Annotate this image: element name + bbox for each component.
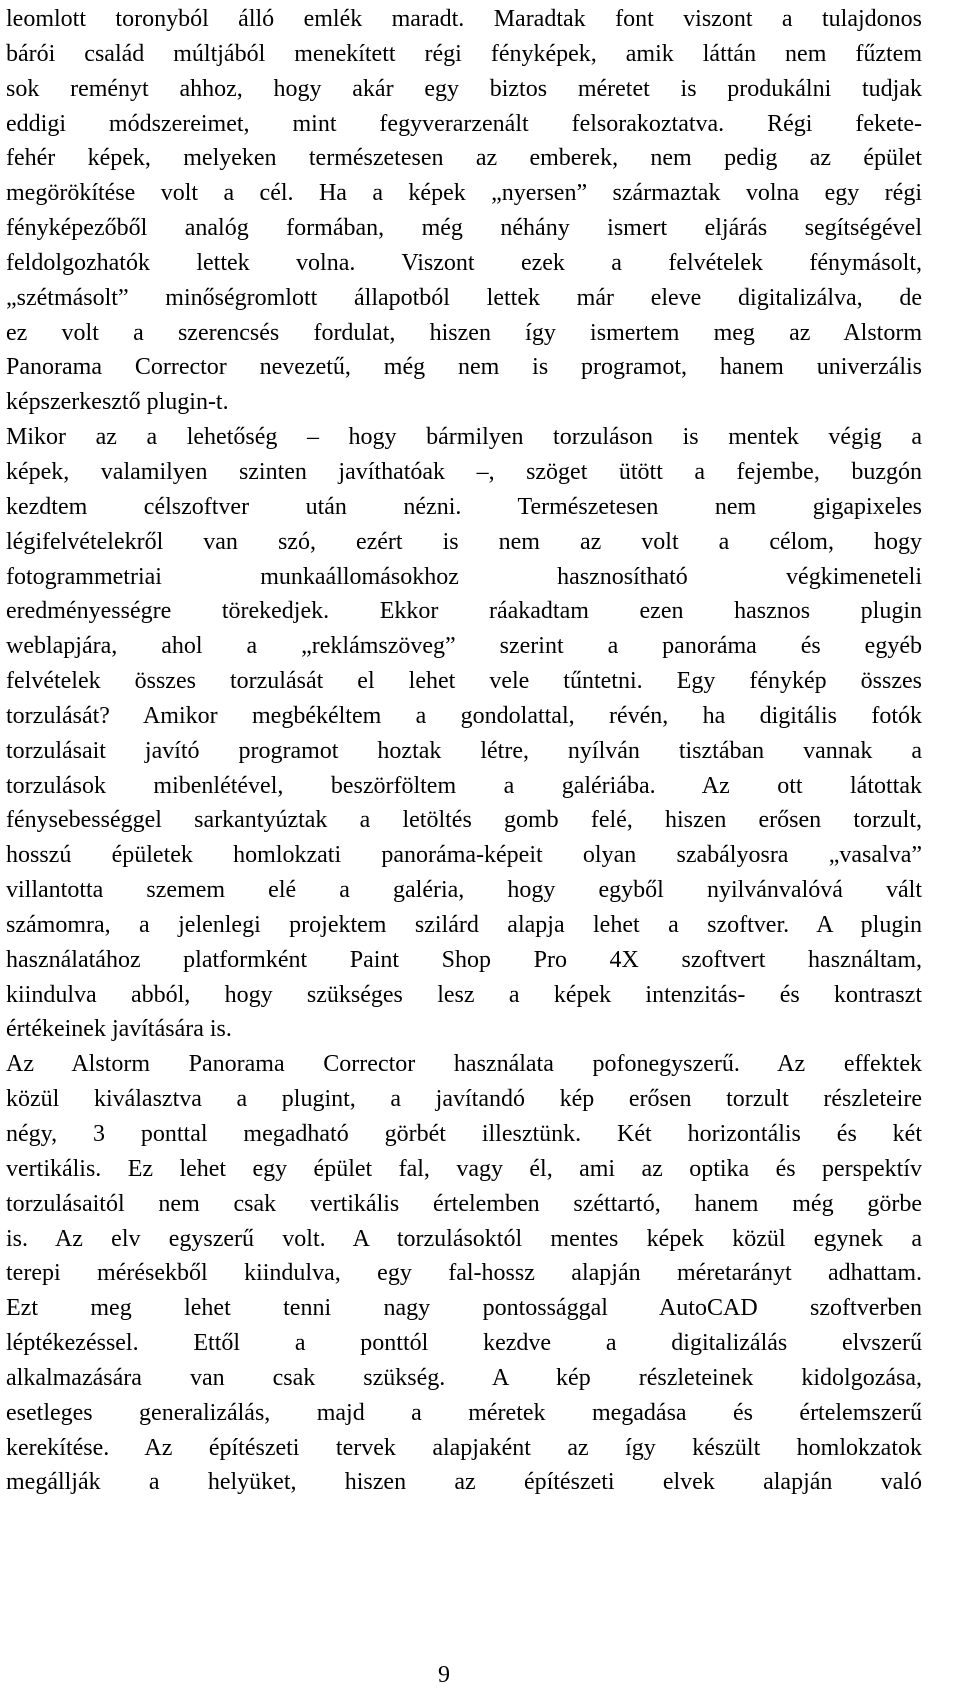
text-line: torzulásait javító programot hoztak létre, nyílván tisztában vannak a: [6, 737, 922, 764]
text-line: sok reményt ahhoz, hogy akár egy biztos méretet is produkálni tudjak: [6, 75, 922, 102]
text-line: fényképezőből analóg formában, még néhány ismert eljárás segítségével: [6, 215, 922, 242]
text-line: léptékezéssel. Ettől a ponttól kezdve a digitalizálás elvszerű: [6, 1330, 922, 1357]
text-line: légifelvételekről van szó, ezért is nem az volt a célom, hogy: [6, 528, 922, 555]
text-line: képek, valamilyen szinten javíthatóak –, szöget ütött a fejembe, buzgón: [6, 458, 922, 485]
text-line: felvételek összes torzulását el lehet vele tűntetni. Egy fénykép összes: [6, 668, 922, 695]
text-line: torzulások mibenlétével, beszörföltem a galériába. Az ott látottak: [6, 772, 922, 799]
text-line: villantotta szemem elé a galéria, hogy egyből nyilvánvalóvá vált: [6, 877, 922, 904]
text-line: feldolgozhatók lettek volna. Viszont ezek a felvételek fénymásolt,: [6, 249, 922, 276]
text-line: eddigi módszereimet, mint fegyverarzenált felsorakoztatva. Régi fekete-: [6, 110, 922, 137]
text-line: megállják a helyüket, hiszen az építészeti elvek alapján való: [6, 1469, 922, 1496]
text-line: Panorama Corrector nevezetű, még nem is programot, hanem univerzális: [6, 354, 922, 381]
text-line: négy, 3 ponttal megadható görbét illesztünk. Két horizontális és két: [6, 1121, 922, 1147]
text-line: kiindulva abból, hogy szükséges lesz a képek intenzitás- és kontraszt: [6, 981, 922, 1008]
text-line: képszerkesztő plugin-t.: [6, 389, 229, 416]
text-line: weblapjára, ahol a „reklámszöveg” szerint a panoráma és egyéb: [6, 633, 922, 660]
text-line: ez volt a szerencsés fordulat, hiszen így ismertem meg az Alstorm: [6, 319, 922, 346]
text-line: Ezt meg lehet tenni nagy pontossággal AutoCAD szoftverben: [6, 1295, 922, 1322]
text-line: eredményességre törekedjek. Ekkor ráakadtam ezen hasznos plugin: [6, 598, 922, 625]
text-line: értékeinek javítására is.: [6, 1016, 232, 1043]
text-line: torzulását? Amikor megbékéltem a gondolattal, révén, ha digitális fotók: [6, 702, 922, 729]
text-line: kezdtem célszoftver után nézni. Természetesen nem gigapixeles: [6, 493, 922, 520]
body-text: [6, 2, 922, 1500]
text-line: fehér képek, melyeken természetesen az emberek, nem pedig az épület: [6, 145, 922, 172]
page-number: 9: [438, 1662, 450, 1688]
text-line: Az Alstorm Panorama Corrector használata pofonegyszerű. Az effektek: [6, 1051, 922, 1078]
text-line: „szétmásolt” minőségromlott állapotból lettek már eleve digitalizálva, de: [6, 284, 922, 311]
text-line: fénysebességgel sarkantyúztak a letöltés gomb felé, hiszen erősen torzult,: [6, 807, 922, 834]
text-line: is. Az elv egyszerű volt. A torzulásoktól mentes képek közül egynek a: [6, 1225, 922, 1252]
text-line: vertikális. Ez lehet egy épület fal, vagy él, ami az optika és perspektív: [6, 1155, 922, 1182]
text-line: közül kiválasztva a plugint, a javítandó kép erősen torzult részleteire: [6, 1086, 922, 1113]
text-line: számomra, a jelenlegi projektem szilárd alapja lehet a szoftver. A plugin: [6, 911, 922, 938]
text-line: használatához platformként Paint Shop Pro 4X szoftvert használtam,: [6, 946, 922, 973]
text-line: alkalmazására van csak szükség. A kép részleteinek kidolgozása,: [6, 1364, 922, 1391]
text-line: terepi mérésekből kiindulva, egy fal-hossz alapján méretarányt adhattam.: [6, 1260, 922, 1287]
text-line: hosszú épületek homlokzati panoráma-képeit olyan szabályosra „vasalva”: [6, 842, 922, 869]
text-line: torzulásaitól nem csak vertikális értelemben széttartó, hanem még görbe: [6, 1190, 922, 1217]
text-line: bárói család múltjából menekített régi fényképek, amik láttán nem fűztem: [6, 40, 922, 67]
text-line: esetleges generalizálás, majd a méretek megadása és értelemszerű: [6, 1399, 922, 1426]
text-line: fotogrammetriai munkaállomásokhoz hasznosítható végkimeneteli: [6, 563, 922, 590]
text-line: kerekítése. Az építészeti tervek alapjaként az így készült homlokzatok: [6, 1434, 922, 1461]
text-line: leomlott toronyból álló emlék maradt. Maradtak font viszont a tulajdonos: [6, 6, 922, 32]
text-line: Mikor az a lehetőség – hogy bármilyen torzuláson is mentek végig a: [6, 424, 922, 451]
text-line: megörökítése volt a cél. Ha a képek „nyersen” származtak volna egy régi: [6, 180, 922, 207]
